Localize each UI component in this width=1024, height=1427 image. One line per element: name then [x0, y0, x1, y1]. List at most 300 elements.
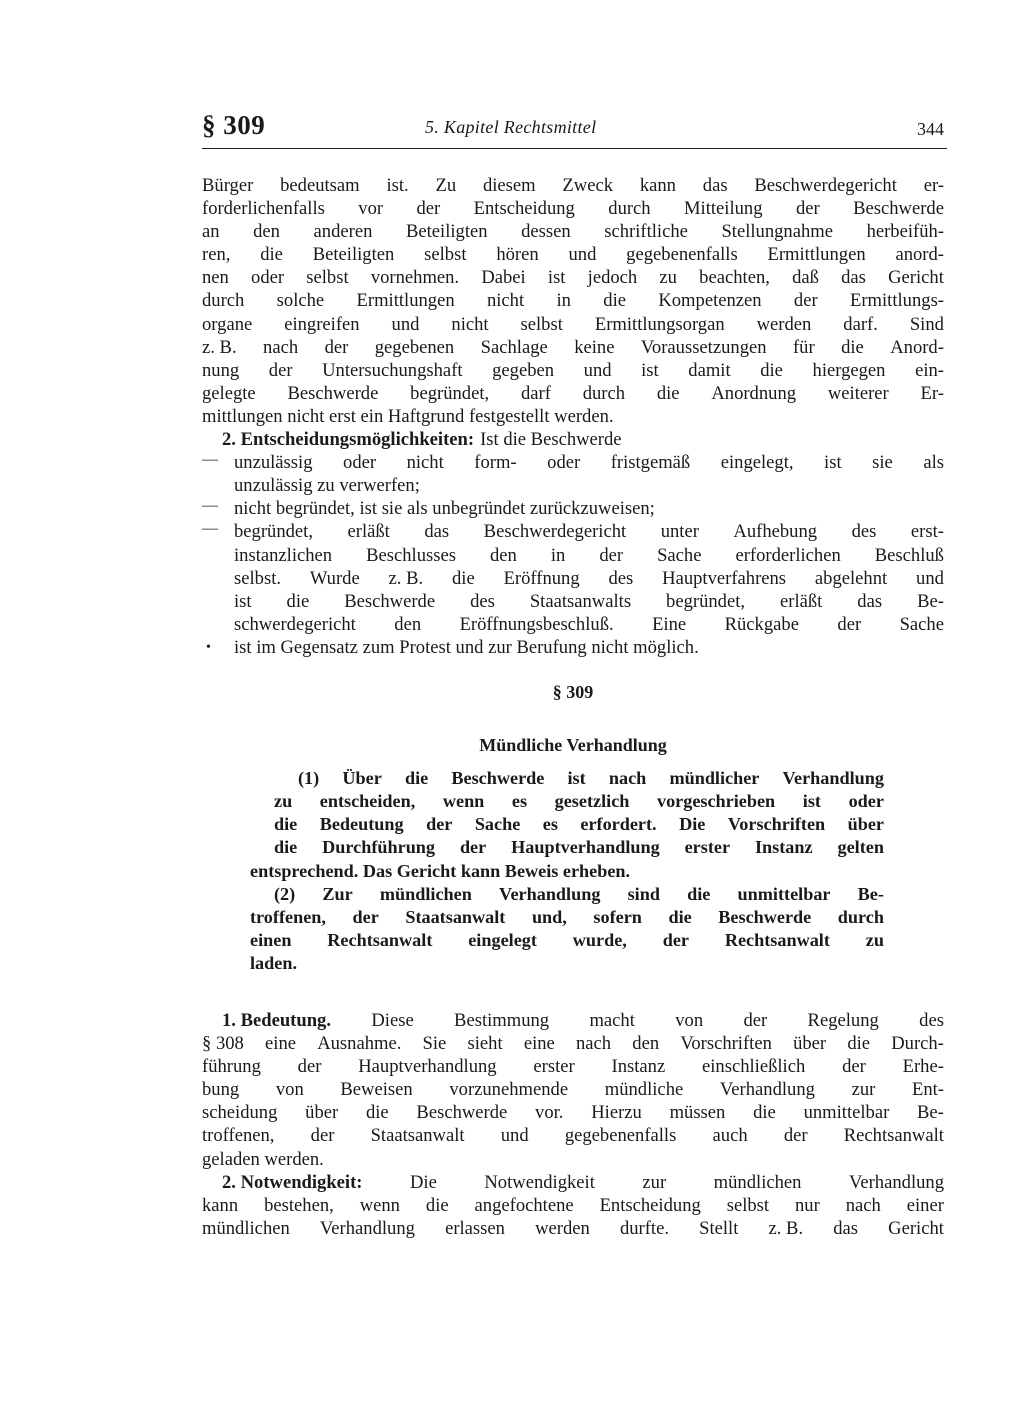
word: gegebenenfalls	[564, 1125, 677, 1147]
word: Verhandlung	[319, 1217, 415, 1239]
word: mittlungen nicht erst ein Haftgrund festgestellt werden.	[202, 405, 614, 427]
word: Beschwerde	[853, 198, 944, 220]
word: der	[310, 1125, 335, 1147]
statute-paragraph-2	[250, 883, 884, 952]
word: Verhandlung	[848, 1171, 944, 1193]
word: Beschwerde	[718, 906, 812, 927]
commentary-label: 2. Notwendigkeit:	[222, 1171, 363, 1193]
word: vor	[358, 198, 384, 220]
book-page	[202, 110, 944, 1240]
word: selbst	[424, 244, 467, 266]
word: Hauptverhandlung	[511, 837, 660, 858]
word: Dabei	[481, 267, 526, 289]
word: nach	[575, 1033, 612, 1055]
word: die	[668, 906, 692, 927]
margin-mark: •	[206, 639, 211, 655]
word: der	[783, 1125, 808, 1147]
word: das	[841, 267, 866, 289]
word: der	[662, 929, 689, 950]
word: macht	[589, 1010, 635, 1031]
word: hören	[496, 244, 539, 266]
word: vor.	[535, 1102, 564, 1124]
text-line	[234, 613, 944, 636]
word: der	[426, 814, 453, 835]
word: die	[286, 590, 310, 612]
word: der	[599, 544, 624, 566]
word: der	[416, 198, 441, 220]
word: die	[274, 814, 298, 835]
word: jedoch	[587, 267, 638, 289]
word: ist	[547, 267, 566, 289]
commentary-2-first-line	[202, 1171, 944, 1194]
word: (1)	[298, 768, 320, 789]
word: müssen	[669, 1102, 726, 1124]
word: Die	[410, 1171, 437, 1193]
decision-item-1	[202, 451, 944, 497]
word: begründet,	[234, 521, 313, 543]
word: diesem	[482, 175, 536, 196]
word: Sie	[422, 1033, 447, 1055]
word: ist	[567, 768, 586, 789]
text-line	[202, 266, 944, 289]
word: instanzlichen	[234, 544, 333, 566]
word: gegeben	[492, 359, 555, 381]
commentary-bedeutung	[202, 1009, 944, 1171]
word: Gericht	[888, 267, 944, 289]
word: darf	[520, 382, 551, 404]
word: Verhandlung	[719, 1079, 815, 1101]
word: die	[425, 1194, 449, 1216]
word: ist	[641, 359, 659, 381]
word: Bedeutung	[319, 814, 404, 835]
word: Aufhebung	[733, 521, 818, 543]
word: unmittelbar	[803, 1102, 890, 1124]
text-line	[202, 1101, 944, 1124]
text-line	[234, 520, 944, 543]
word: ist	[234, 590, 252, 612]
word: selbst	[306, 267, 349, 289]
word: Beteiligten	[312, 244, 395, 266]
word: nicht	[451, 313, 489, 335]
word: Über	[342, 768, 382, 789]
word: einschließlich	[702, 1056, 806, 1078]
word: § 308	[202, 1033, 244, 1055]
word: bestehen,	[264, 1194, 334, 1216]
word: nach	[845, 1194, 881, 1216]
word: die	[687, 883, 711, 904]
decision-label: 2. Entscheidungsmöglichkeiten:	[222, 429, 475, 451]
word: auch	[712, 1125, 748, 1147]
word: das	[833, 1217, 859, 1239]
dash-bullet: —	[202, 497, 218, 515]
word: angefochtene	[474, 1194, 574, 1216]
word: Bürger	[202, 175, 254, 196]
word: wurde,	[572, 929, 627, 950]
word: und	[500, 1125, 529, 1147]
word: das	[702, 175, 728, 196]
word: es	[511, 791, 528, 812]
word: Be-	[857, 883, 884, 904]
word: Ermittlungen	[356, 290, 455, 312]
word: Regelung	[807, 1010, 879, 1031]
word: kann	[639, 175, 676, 196]
text-line	[202, 220, 944, 243]
word: zu	[659, 267, 677, 289]
word: unter	[660, 521, 699, 543]
word: Beschwerde	[416, 1102, 508, 1124]
word: hiergegen	[812, 359, 886, 381]
word: Durchführung	[322, 837, 436, 858]
word: Beschwerdegericht	[754, 175, 897, 196]
word: erläßt	[780, 590, 823, 612]
text-line	[250, 883, 884, 906]
word: mündlichen	[713, 1171, 802, 1193]
word: Sachlage	[480, 336, 548, 358]
word: eingelegt	[468, 929, 537, 950]
text-line	[202, 174, 944, 197]
text-line	[274, 767, 884, 790]
word: der	[795, 198, 820, 220]
word: Stellt	[699, 1217, 739, 1239]
word: Wurde	[309, 567, 360, 589]
word: sofern	[593, 906, 642, 927]
word: von	[275, 1079, 304, 1101]
text-line	[274, 836, 884, 859]
word: sie	[872, 452, 893, 474]
word: und	[583, 359, 612, 381]
word: Staatsanwalts	[529, 590, 632, 612]
word: nicht	[406, 452, 444, 474]
word: erst-	[910, 521, 944, 543]
text-line	[250, 929, 884, 952]
word: das	[424, 521, 450, 543]
word: Hierzu	[591, 1102, 642, 1124]
word: Gericht	[888, 1217, 944, 1239]
text-line	[202, 1194, 944, 1217]
word: das	[857, 590, 883, 612]
word: eine	[265, 1033, 296, 1055]
word: Ermittlungsorgan	[594, 313, 725, 335]
text-line	[202, 405, 944, 428]
word: organe	[202, 313, 253, 335]
word: dessen	[521, 221, 571, 243]
statute-paragraph-1	[250, 767, 884, 859]
word: die	[760, 359, 783, 381]
word: gelegte	[202, 382, 256, 404]
word: Entscheidung	[599, 1194, 701, 1216]
word: der	[459, 837, 487, 858]
dash-bullet: —	[202, 520, 218, 538]
text-line	[234, 451, 944, 474]
word: vorzunehmende	[449, 1079, 569, 1101]
word: selbst	[726, 1194, 770, 1216]
word: erster	[533, 1056, 575, 1078]
word: unmittelbar	[737, 883, 831, 904]
word: Instanz	[611, 1056, 666, 1078]
header-section-number: § 309	[202, 110, 266, 140]
word: Anordnung	[711, 382, 797, 404]
word: den	[632, 1033, 660, 1055]
word: Entscheidung	[473, 198, 575, 220]
word: schriftliche	[604, 221, 688, 243]
word: herbeifüh-	[866, 221, 944, 243]
word: Instanz	[754, 837, 813, 858]
word: Beteiligten	[405, 221, 488, 243]
word: und,	[531, 906, 567, 927]
continuation-paragraph	[202, 174, 944, 428]
word: Erhe-	[902, 1056, 944, 1078]
word: der	[297, 1056, 322, 1078]
word: und	[568, 244, 597, 266]
word: die	[274, 837, 298, 858]
word: Eröffnung	[503, 567, 580, 589]
word: der	[352, 906, 379, 927]
word: in	[556, 290, 571, 312]
statute-text	[250, 767, 884, 975]
word: über	[305, 1102, 339, 1124]
word: erlassen	[445, 1217, 505, 1239]
word: nung	[202, 359, 240, 381]
word: Diese	[371, 1010, 414, 1031]
word: durch	[202, 290, 245, 312]
word: ist.	[386, 175, 409, 196]
word: Eröffnungsbeschluß.	[459, 613, 614, 635]
commentary-notwendigkeit	[202, 1171, 944, 1240]
word: Stellungnahme	[721, 221, 833, 243]
word: die	[841, 336, 864, 358]
word: Eine	[652, 613, 687, 635]
word: Mitteilung	[684, 198, 763, 220]
word: erforderlichen	[735, 544, 841, 566]
word: begründet,	[666, 590, 746, 612]
word: erster	[684, 837, 731, 858]
word: eingelegt,	[720, 452, 794, 474]
word: Beschlusses	[366, 544, 456, 566]
word: troffenen,	[250, 906, 326, 927]
statute-section-number: § 309	[552, 681, 594, 702]
word: die	[847, 1033, 871, 1055]
word: den	[489, 544, 517, 566]
word: Zur	[322, 883, 353, 904]
word: durch	[608, 198, 651, 220]
word: zur	[851, 1079, 876, 1101]
word: unzulässig	[234, 452, 313, 474]
text-line	[202, 313, 944, 336]
word: Beschwerde	[451, 768, 545, 789]
word: durch	[837, 906, 884, 927]
word: Kompetenzen	[658, 290, 762, 312]
header-chapter-title: 5. Kapitel Rechtsmittel	[425, 117, 597, 137]
word: ren,	[202, 244, 231, 266]
word: und	[391, 313, 420, 335]
word: schwerdegericht	[234, 613, 356, 635]
word: der	[793, 290, 818, 312]
word: über	[847, 814, 884, 835]
text-line: laden.	[250, 952, 297, 973]
word: Zweck	[562, 175, 614, 196]
word: als	[923, 452, 944, 474]
word: Vorschriften	[727, 814, 826, 835]
word: Ent-	[911, 1079, 944, 1101]
word: Sache	[474, 814, 521, 835]
word: wenn	[442, 791, 485, 812]
word: z. B.	[768, 1217, 804, 1239]
word: ist	[824, 452, 842, 474]
word: Rechtsanwalt	[724, 929, 830, 950]
word: Ermittlungen	[767, 244, 866, 266]
word: Beschluß	[874, 544, 944, 566]
word: Rückgabe	[724, 613, 799, 635]
word: fristgemäß	[610, 452, 691, 474]
word: und	[916, 567, 944, 589]
word: damit	[688, 359, 731, 381]
word: bedeutsam	[280, 175, 360, 196]
word: oder	[251, 267, 285, 289]
word: Ausnahme.	[317, 1033, 402, 1055]
word: eingreifen	[284, 313, 360, 335]
word: bung	[202, 1079, 240, 1101]
word: (2)	[274, 883, 296, 904]
word: die	[452, 567, 475, 589]
word: scheidung	[202, 1102, 278, 1124]
statute-title: Mündliche Verhandlung	[479, 735, 667, 756]
word: form-	[474, 452, 517, 474]
word: zu	[865, 929, 884, 950]
text-line	[202, 289, 944, 312]
word: Voraussetzungen	[640, 336, 767, 358]
word: werden	[535, 1217, 590, 1239]
word: Sache	[657, 544, 702, 566]
text-line	[202, 243, 944, 266]
word: anord-	[895, 244, 944, 266]
word: der	[324, 336, 349, 358]
word: nach	[263, 336, 299, 358]
word: Durch-	[891, 1033, 944, 1055]
word: erläßt	[347, 521, 390, 543]
decision-intro-line	[202, 428, 944, 451]
word: begründet,	[410, 382, 490, 404]
word: Vorschriften	[680, 1033, 772, 1055]
text-line	[274, 790, 884, 813]
word: Sind	[909, 313, 944, 335]
word: oder	[343, 452, 377, 474]
text-line: geladen werden.	[202, 1148, 324, 1170]
header-page-number: 344	[917, 119, 944, 139]
word: den	[253, 221, 280, 243]
word: gegebenen	[374, 336, 455, 358]
text-line	[202, 1217, 944, 1240]
commentary-1-first-line	[202, 1009, 944, 1032]
word: z. B.	[388, 567, 424, 589]
word: nen	[202, 267, 229, 289]
word: forderlichenfalls	[202, 198, 325, 220]
word: an	[202, 221, 220, 243]
text-line	[234, 544, 944, 567]
text-line	[202, 359, 944, 382]
word: selbst.	[234, 567, 282, 589]
word: Zu	[435, 175, 457, 196]
word: Anord-	[890, 336, 944, 358]
text-line	[234, 567, 944, 590]
word: Beweisen	[340, 1079, 413, 1101]
word: Er-	[920, 382, 944, 404]
word: von	[675, 1010, 704, 1031]
word: führung	[202, 1056, 261, 1078]
word: Rechtsanwalt	[327, 929, 433, 950]
word: nach	[608, 768, 647, 789]
word: ist	[802, 791, 821, 812]
word: ein-	[915, 359, 944, 381]
word: z. B.	[202, 336, 237, 358]
word: Be-	[917, 1102, 944, 1124]
word: der	[743, 1010, 768, 1031]
word: selbst	[520, 313, 563, 335]
word: die	[365, 1102, 389, 1124]
word: Be-	[917, 590, 944, 612]
word: Beschwerde	[287, 382, 379, 404]
word: die	[603, 290, 626, 312]
text-line	[202, 1124, 944, 1147]
word: werden	[756, 313, 812, 335]
word: anderen	[313, 221, 373, 243]
word: sind	[627, 883, 660, 904]
word: Die	[679, 814, 706, 835]
word: Ermittlungs-	[850, 290, 944, 312]
word: Bestimmung	[454, 1010, 550, 1031]
word: erfordert.	[580, 814, 657, 835]
word: oder	[848, 791, 884, 812]
word: sieht	[467, 1033, 503, 1055]
word: des	[608, 567, 634, 589]
word: solche	[276, 290, 325, 312]
text-line	[202, 197, 944, 220]
dash-bullet: —	[202, 451, 218, 469]
word: vornehmen.	[370, 267, 460, 289]
word: Rechtsanwalt	[843, 1125, 944, 1147]
word: Untersuchungshaft	[322, 359, 463, 381]
word: Beschwerdegericht	[483, 521, 627, 543]
text-line: nicht begründet, ist sie als unbegründet zurückzuweisen;	[234, 498, 655, 520]
word: er-	[923, 175, 944, 196]
word: der	[842, 1056, 866, 1078]
word: der	[837, 613, 862, 635]
word: einen	[250, 929, 292, 950]
word: oder	[547, 452, 581, 474]
word: weiterer	[827, 382, 889, 404]
text-line	[202, 382, 944, 405]
word: über	[793, 1033, 827, 1055]
word: des	[851, 521, 877, 543]
word: Verhandlung	[782, 768, 884, 789]
text-line	[202, 1055, 944, 1078]
word: darf.	[843, 313, 878, 335]
word: abgelehnt	[814, 567, 888, 589]
word: zur	[642, 1171, 667, 1193]
decision-intro: Ist die Beschwerde	[480, 429, 622, 451]
word: durfte.	[619, 1217, 669, 1239]
word: beachten,	[699, 267, 770, 289]
word: daß	[792, 267, 819, 289]
word: Sache	[899, 613, 944, 635]
word: Notwendigkeit	[484, 1171, 595, 1193]
word: troffenen,	[202, 1125, 275, 1147]
word: des	[470, 590, 495, 612]
word: es	[542, 814, 558, 835]
word: eine	[523, 1033, 555, 1055]
decision-item-3	[202, 520, 944, 659]
commentary-label: 1. Bedeutung.	[222, 1010, 332, 1031]
word: den	[394, 613, 422, 635]
